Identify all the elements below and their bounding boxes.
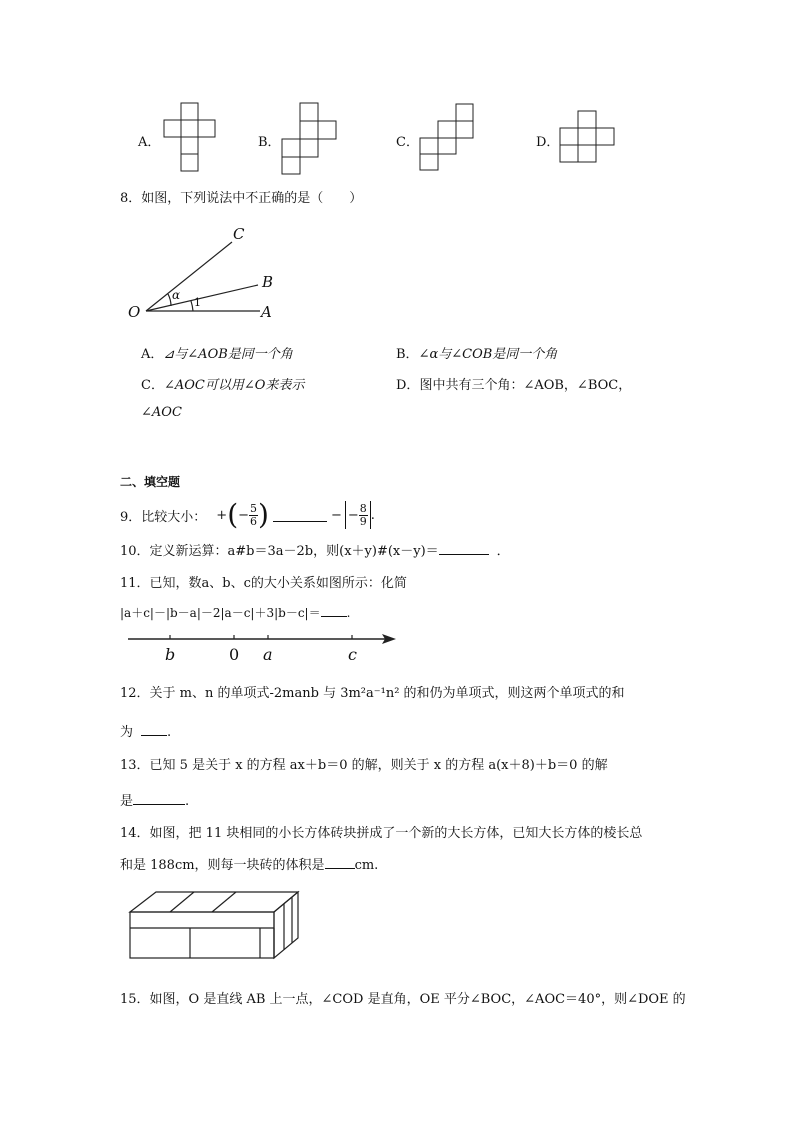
q8-option-d <box>396 374 631 393</box>
q9-answer-blank[interactable] <box>273 509 327 522</box>
q12-end: . <box>167 725 172 740</box>
point-a-label: A <box>261 303 272 321</box>
q9-minus2: − <box>330 507 342 523</box>
q10-answer-blank[interactable] <box>439 542 489 555</box>
q8-stem: 8．如图，下列说法中不正确的是（ ） <box>120 191 363 206</box>
q8-option-a-label: A． <box>141 347 164 362</box>
q8-option-d-text: 图中共有三个角：∠AOB，∠BOC， <box>419 378 632 393</box>
q8-option-b-text: ∠α与∠COB是同一个角 <box>418 347 558 362</box>
numberline-zero-label: 0 <box>229 645 240 664</box>
point-c-label: C <box>233 225 245 243</box>
option-b-label: B． <box>258 135 281 150</box>
cube-net-a <box>164 102 220 172</box>
q12-line2 <box>120 721 171 740</box>
option-c-label: C． <box>396 135 419 150</box>
q8-option-b <box>396 343 557 362</box>
cube-net-d <box>560 110 618 164</box>
cube-net-b <box>282 102 342 174</box>
q13-answer-blank[interactable] <box>133 792 185 805</box>
option-d-label: D． <box>536 135 560 150</box>
q8-option-d-label: D． <box>396 378 420 393</box>
q11-line1: 11．已知，数a、b、c的大小关系如图所示：化简 <box>120 576 407 591</box>
point-b-label: B <box>262 273 274 291</box>
q9-minus3: − <box>347 507 359 523</box>
angle-figure <box>124 222 284 322</box>
q15-line1: 15．如图，O 是直线 AB 上一点，∠COD 是直角，OE 平分∠BOC，∠AOC＝40°，则∠DOE 的 <box>120 992 686 1007</box>
alpha-label: α <box>172 288 181 302</box>
q12-prefix: 为 <box>120 725 134 740</box>
q8-option-d-cont: ∠AOC <box>141 405 182 420</box>
numberline-b-label: b <box>165 645 176 664</box>
cube-net-c <box>420 103 476 171</box>
q9 <box>120 498 375 532</box>
q13-line2 <box>120 790 189 809</box>
q9-fraction-1: $\frac{5}{6}$ <box>250 501 258 528</box>
section-title: 二、填空题 <box>120 475 181 489</box>
q14-line2 <box>120 854 378 873</box>
q11-answer-blank[interactable] <box>321 604 347 617</box>
q9-prefix: 9．比较大小： <box>120 509 207 525</box>
q11-line2 <box>120 604 350 621</box>
option-a-label: A． <box>138 135 161 150</box>
q9-plus: + <box>216 507 228 523</box>
q8-option-c-label: C． <box>141 378 164 393</box>
q14-answer-blank[interactable] <box>325 856 355 869</box>
brick-figure <box>128 890 300 962</box>
q12-answer-blank[interactable] <box>141 723 167 736</box>
q8-option-c-text: ∠AOC可以用∠O来表示 <box>163 378 305 393</box>
point-o-label: O <box>128 303 141 321</box>
q10 <box>120 540 510 559</box>
q14-prefix: 和是 188cm，则每一块砖的体积是 <box>120 858 325 873</box>
q8-option-b-label: B． <box>396 347 419 362</box>
q14-line1: 14．如图，把 11 块相同的小长方体砖块拼成了一个新的大长方体，已知大长方体的棱长总 <box>120 826 643 841</box>
q10-end: ． <box>496 544 510 559</box>
angle-one-label: 1 <box>194 296 201 309</box>
q14-unit: cm. <box>354 858 379 873</box>
q13-end: . <box>185 794 190 809</box>
q9-paren-open: ( <box>227 498 239 531</box>
numberline-a-label: a <box>263 645 273 664</box>
q8-option-a <box>141 343 293 362</box>
q11-end: . <box>346 606 351 620</box>
q11-expression: |a＋c|－|b－a|－2|a－c|＋3|b－c|＝ <box>120 606 321 620</box>
q9-end: . <box>370 507 375 523</box>
q9-fraction-2: $\frac{8}{9}$ <box>359 501 367 528</box>
q13-line1: 13．已知 5 是关于 x 的方程 ax＋b＝0 的解，则关于 x 的方程 a(x＋8)＋b＝0 的解 <box>120 758 608 773</box>
q9-absolute-value <box>345 501 371 529</box>
q10-text: 10．定义新运算：a#b＝3a－2b，则(x＋y)#(x－y)＝ <box>120 544 439 559</box>
q9-paren-close: ) <box>258 498 269 531</box>
q8-option-a-text: ⊿与∠AOB是同一个角 <box>163 347 293 362</box>
q13-prefix: 是 <box>120 794 134 809</box>
numberline-c-label: c <box>348 645 357 664</box>
q8-option-c <box>141 374 304 393</box>
q12-line1: 12．关于 m、n 的单项式-2manb 与 3m²a⁻¹n² 的和仍为单项式，则这两个单项式的和 <box>120 686 625 701</box>
q9-minus1: − <box>238 507 250 523</box>
